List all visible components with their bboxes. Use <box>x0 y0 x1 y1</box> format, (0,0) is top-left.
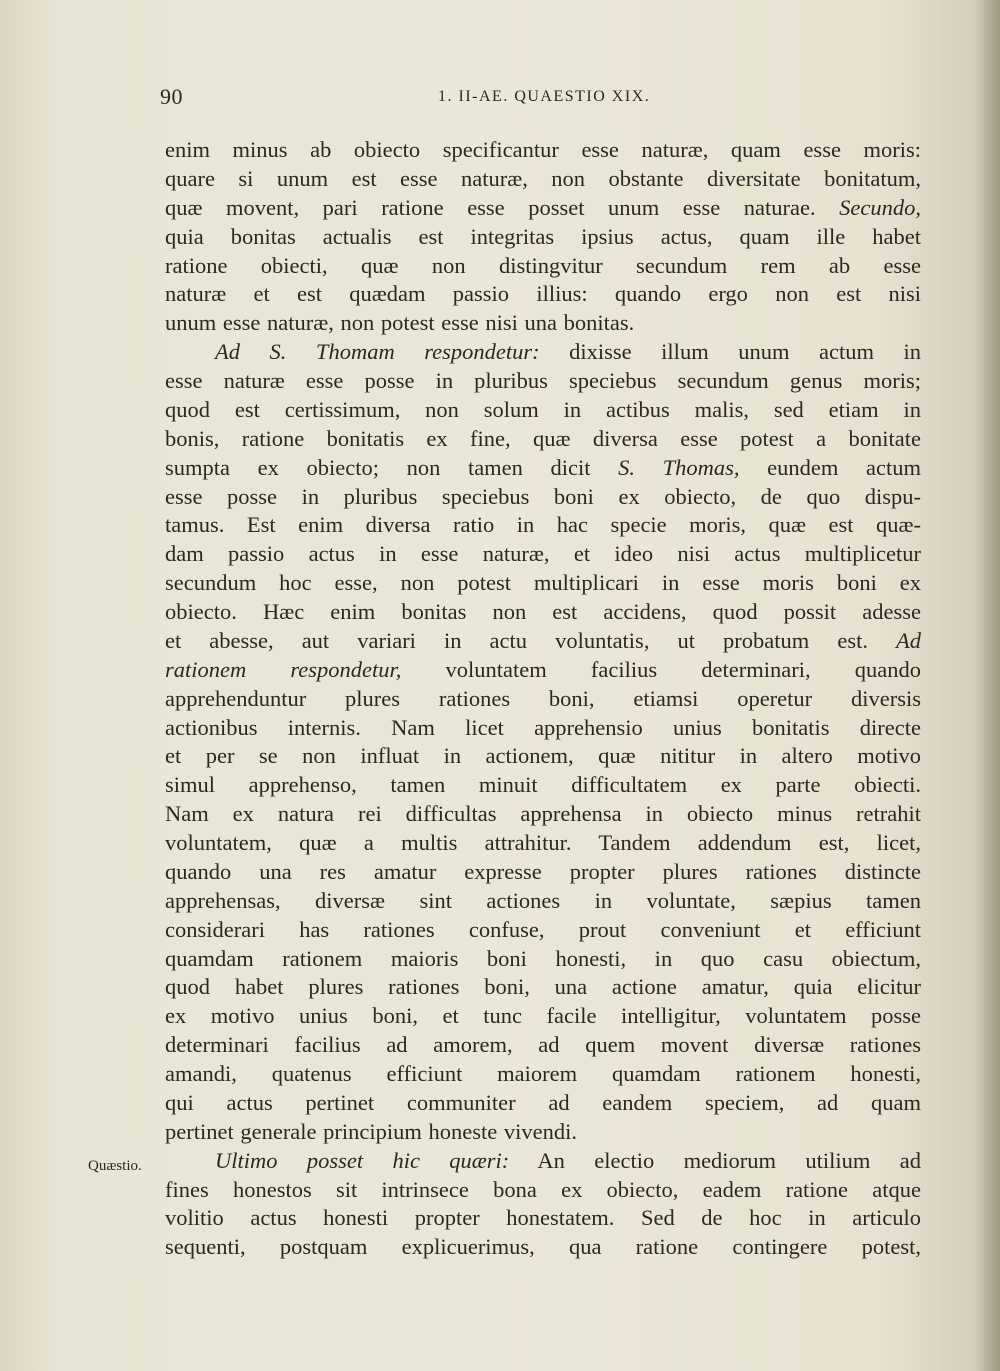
text-segment: An electio mediorum utilium ad <box>509 1147 921 1173</box>
text-line <box>165 309 921 338</box>
text-line <box>165 685 921 714</box>
text-segment: obiecto. Hæc enim bonitas non est accidens, quod possit adesse <box>165 599 921 624</box>
text-line <box>165 945 921 974</box>
text-line <box>165 511 921 540</box>
text-line <box>165 483 921 512</box>
text-segment: dixisse illum unum actum in <box>539 339 922 365</box>
text-line <box>165 1002 921 1031</box>
text-line <box>165 1233 921 1262</box>
text-segment: apprehensas, diversæ sint actiones in voluntate, sæpius tamen <box>165 887 921 913</box>
text-line <box>165 771 921 800</box>
italic-text: rationem respondetur, <box>165 656 402 682</box>
text-segment: quare si unum est esse naturæ, non obstante diversitate bonitatum, <box>165 165 921 191</box>
text-line <box>165 165 921 194</box>
text-line <box>165 598 921 627</box>
text-line <box>165 1118 921 1147</box>
text-line <box>165 223 921 252</box>
text-line <box>165 1060 921 1089</box>
text-segment: determinari facilius ad amorem, ad quem movent diversæ rationes <box>165 1032 921 1058</box>
running-head: 1. II-AE. QUAESTIO XIX. <box>438 88 651 105</box>
text-segment: naturæ et est quædam passio illius: quando ergo non est nisi <box>165 281 921 307</box>
margin-note: Quæstio. <box>88 1158 142 1174</box>
text-segment: quod est certissimum, non solum in actibus malis, sed etiam in <box>165 396 921 422</box>
text-segment: pertinet generale principium honeste vivendi. <box>165 1118 577 1144</box>
body-text <box>165 136 921 1262</box>
italic-text: Secundo, <box>839 194 921 220</box>
text-segment: quæ movent, pari ratione esse posset unum esse naturae. <box>165 194 840 220</box>
text-line <box>165 396 921 425</box>
text-segment: tamus. Est enim diversa ratio in hac specie moris, quæ est quæ- <box>165 512 921 538</box>
text-segment: esse posse in pluribus speciebus boni ex obiecto, de quo dispu- <box>165 483 921 509</box>
text-line <box>165 280 921 309</box>
text-line <box>165 656 921 685</box>
text-segment: amandi, quatenus efficiunt maiorem quamdam rationem honesti, <box>165 1061 921 1086</box>
text-line <box>165 742 921 771</box>
page-number: 90 <box>160 84 183 109</box>
text-segment: quando una res amatur expresse propter plures rationes distincte <box>165 858 921 884</box>
text-line <box>165 858 921 887</box>
text-segment: sequenti, postquam explicuerimus, qua ratione contingere potest, <box>165 1234 921 1260</box>
text-line <box>165 627 921 656</box>
text-segment: apprehenduntur plures rationes boni, etiamsi operetur diversis <box>165 685 921 711</box>
text-line <box>165 1089 921 1118</box>
text-line <box>165 569 921 598</box>
text-segment: bonis, ratione bonitatis ex fine, quæ diversa esse potest a bonitate <box>165 425 921 451</box>
text-line <box>165 252 921 281</box>
text-segment: qui actus pertinet communiter ad eandem speciem, ad quam <box>165 1089 921 1115</box>
text-line <box>165 973 921 1002</box>
text-segment: secundum hoc esse, non potest multiplicari in esse moris boni ex <box>165 570 921 596</box>
text-segment: voluntatem facilius determinari, quando <box>401 656 921 682</box>
italic-text: S. Thomas, <box>618 454 740 480</box>
text-line <box>165 136 921 165</box>
text-line <box>165 916 921 945</box>
page-edge-shadow <box>974 0 1000 1371</box>
text-segment: fines honestos sit intrinsece bona ex obiecto, eadem ratione atque <box>165 1176 921 1202</box>
text-segment: dam passio actus in esse naturæ, et ideo nisi actus multiplicetur <box>165 541 921 567</box>
text-line <box>165 829 921 858</box>
text-line <box>165 887 921 916</box>
text-line <box>165 1147 921 1176</box>
italic-text: Ultimo posset hic quæri: <box>215 1147 510 1173</box>
text-segment: quia bonitas actualis est integritas ipsius actus, quam ille habet <box>165 223 921 249</box>
text-segment: eundem actum <box>739 454 921 480</box>
text-line <box>165 714 921 743</box>
text-line <box>165 338 921 367</box>
text-segment: simul apprehenso, tamen minuit difficultatem ex parte obiecti. <box>165 772 921 798</box>
text-line <box>165 454 921 483</box>
text-segment: actionibus internis. Nam licet apprehensio unius bonitatis directe <box>165 714 921 740</box>
text-line <box>165 800 921 829</box>
text-segment: et per se non influat in actionem, quæ nititur in altero motivo <box>165 743 921 769</box>
text-line <box>165 1204 921 1233</box>
text-segment: unum esse naturæ, non potest esse nisi una bonitas. <box>165 310 635 336</box>
text-segment: et abesse, aut variari in actu voluntatis, ut probatum est. <box>165 627 896 653</box>
text-line <box>165 425 921 454</box>
text-line <box>165 1031 921 1060</box>
text-line <box>165 194 921 223</box>
text-line <box>165 367 921 396</box>
text-segment: considerari has rationes confuse, prout conveniunt et efficiunt <box>165 916 921 942</box>
text-line <box>165 1176 921 1205</box>
italic-text: Ad <box>896 627 921 653</box>
text-segment: volitio actus honesti propter honestatem. Sed de hoc in articulo <box>165 1205 921 1231</box>
text-segment: quod habet plures rationes boni, una actione amatur, quia elicitur <box>165 974 921 1000</box>
text-segment: ex motivo unius boni, et tunc facile intelligitur, voluntatem posse <box>165 1003 921 1029</box>
text-segment: Nam ex natura rei difficultas apprehensa in obiecto minus retrahit <box>165 801 921 827</box>
text-segment: esse naturæ esse posse in pluribus speciebus secundum genus moris; <box>165 368 921 393</box>
text-segment: voluntatem, quæ a multis attrahitur. Tandem addendum est, licet, <box>165 830 921 855</box>
text-segment: sumpta ex obiecto; non tamen dicit <box>165 454 619 480</box>
italic-text: Ad S. Thomam respondetur: <box>215 339 540 365</box>
text-line <box>165 540 921 569</box>
text-segment: quamdam rationem maioris boni honesti, in quo casu obiectum, <box>165 945 921 971</box>
text-segment: ratione obiecti, quæ non distingvitur secundum rem ab esse <box>165 252 921 278</box>
text-segment: enim minus ab obiecto specificantur esse naturæ, quam esse moris: <box>165 137 921 162</box>
